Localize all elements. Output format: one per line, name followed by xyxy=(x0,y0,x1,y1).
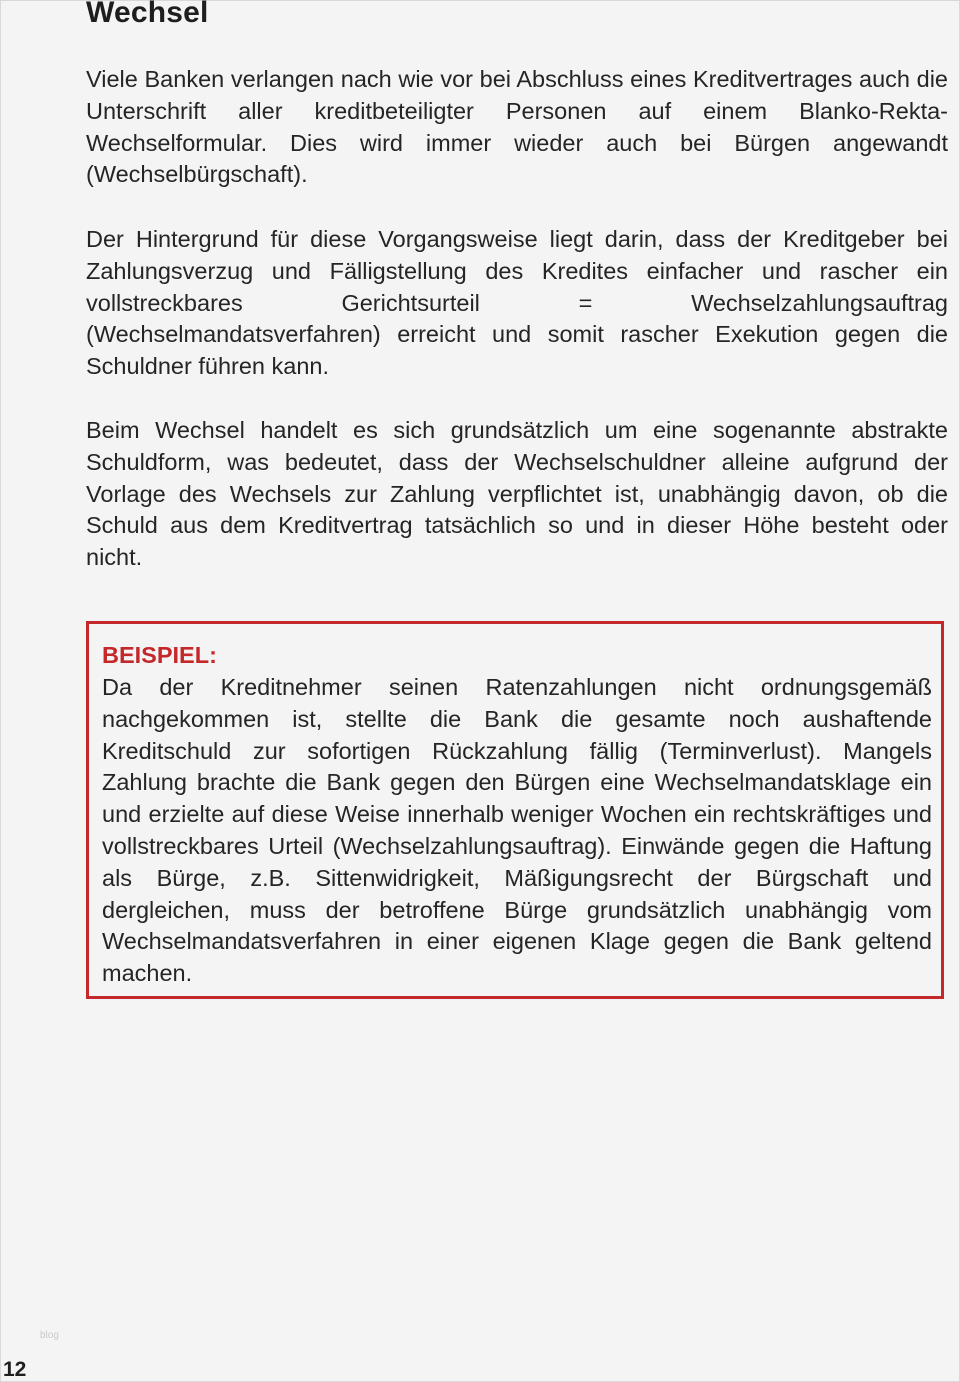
example-text: Da der Kreditnehmer seinen Ratenzahlungen nicht ordnungsgemäß nachgekommen ist, stellte die Bank die gesamte noch aushaftende Kreditschuld zur sofortigen Rückzahlung fällig (Terminverlust). Mangels Zahlung brachte die Bank gegen den Bürgen eine Wechselmandatsklage ein und erzielte auf diese Weise innerhalb weniger Wochen ein rechtskräftiges und vollstreckbares Urteil (Wechselzahlungsauftrag). Einwände gegen die Haftung als Bürge, z.B. Sittenwidrigkeit, Mäßigungsrecht der Bürgschaft und dergleichen, muss der betroffene Bürge grundsätzlich unabhängig vom Wechselmandatsverfahren in einer eigenen Klage gegen die Bank geltend machen. xyxy=(102,674,932,987)
page-title: Wechsel xyxy=(86,0,209,29)
paragraph-2: Der Hintergrund für diese Vorgangsweise liegt darin, dass der Kreditgeber bei Zahlungsverzug und Fälligstellung des Kredites einfacher und rascher ein vollstreckbares Gerichtsurteil = Wechselzahlungsauftrag (Wechselmandatsverfahren) erreicht und somit rascher Exekution gegen die Schuldner führen kann. xyxy=(86,226,948,380)
paragraph-1: Viele Banken verlangen nach wie vor bei Abschluss eines Kreditvertrages auch die Unterschrift aller kreditbeteiligter Personen auf einem Blanko-Rekta-Wechselformular. Dies wird immer wieder auch bei Bürgen angewandt (Wechselbürgschaft). xyxy=(86,66,948,188)
page-number: 12 xyxy=(3,1358,27,1381)
example-box xyxy=(86,621,944,999)
paragraph-3: Beim Wechsel handelt es sich grundsätzlich um eine sogenannte abstrakte Schuldform, was bedeutet, dass der Wechselschuldner alleine aufgrund der Vorlage des Wechsels zur Zahlung verpflichtet ist, unabhängig davon, ob die Schuld aus dem Kreditvertrag tatsächlich so und in dieser Höhe besteht oder nicht. xyxy=(86,417,948,571)
example-label: BEISPIEL: xyxy=(102,642,217,668)
watermark: blog xyxy=(40,1330,59,1341)
